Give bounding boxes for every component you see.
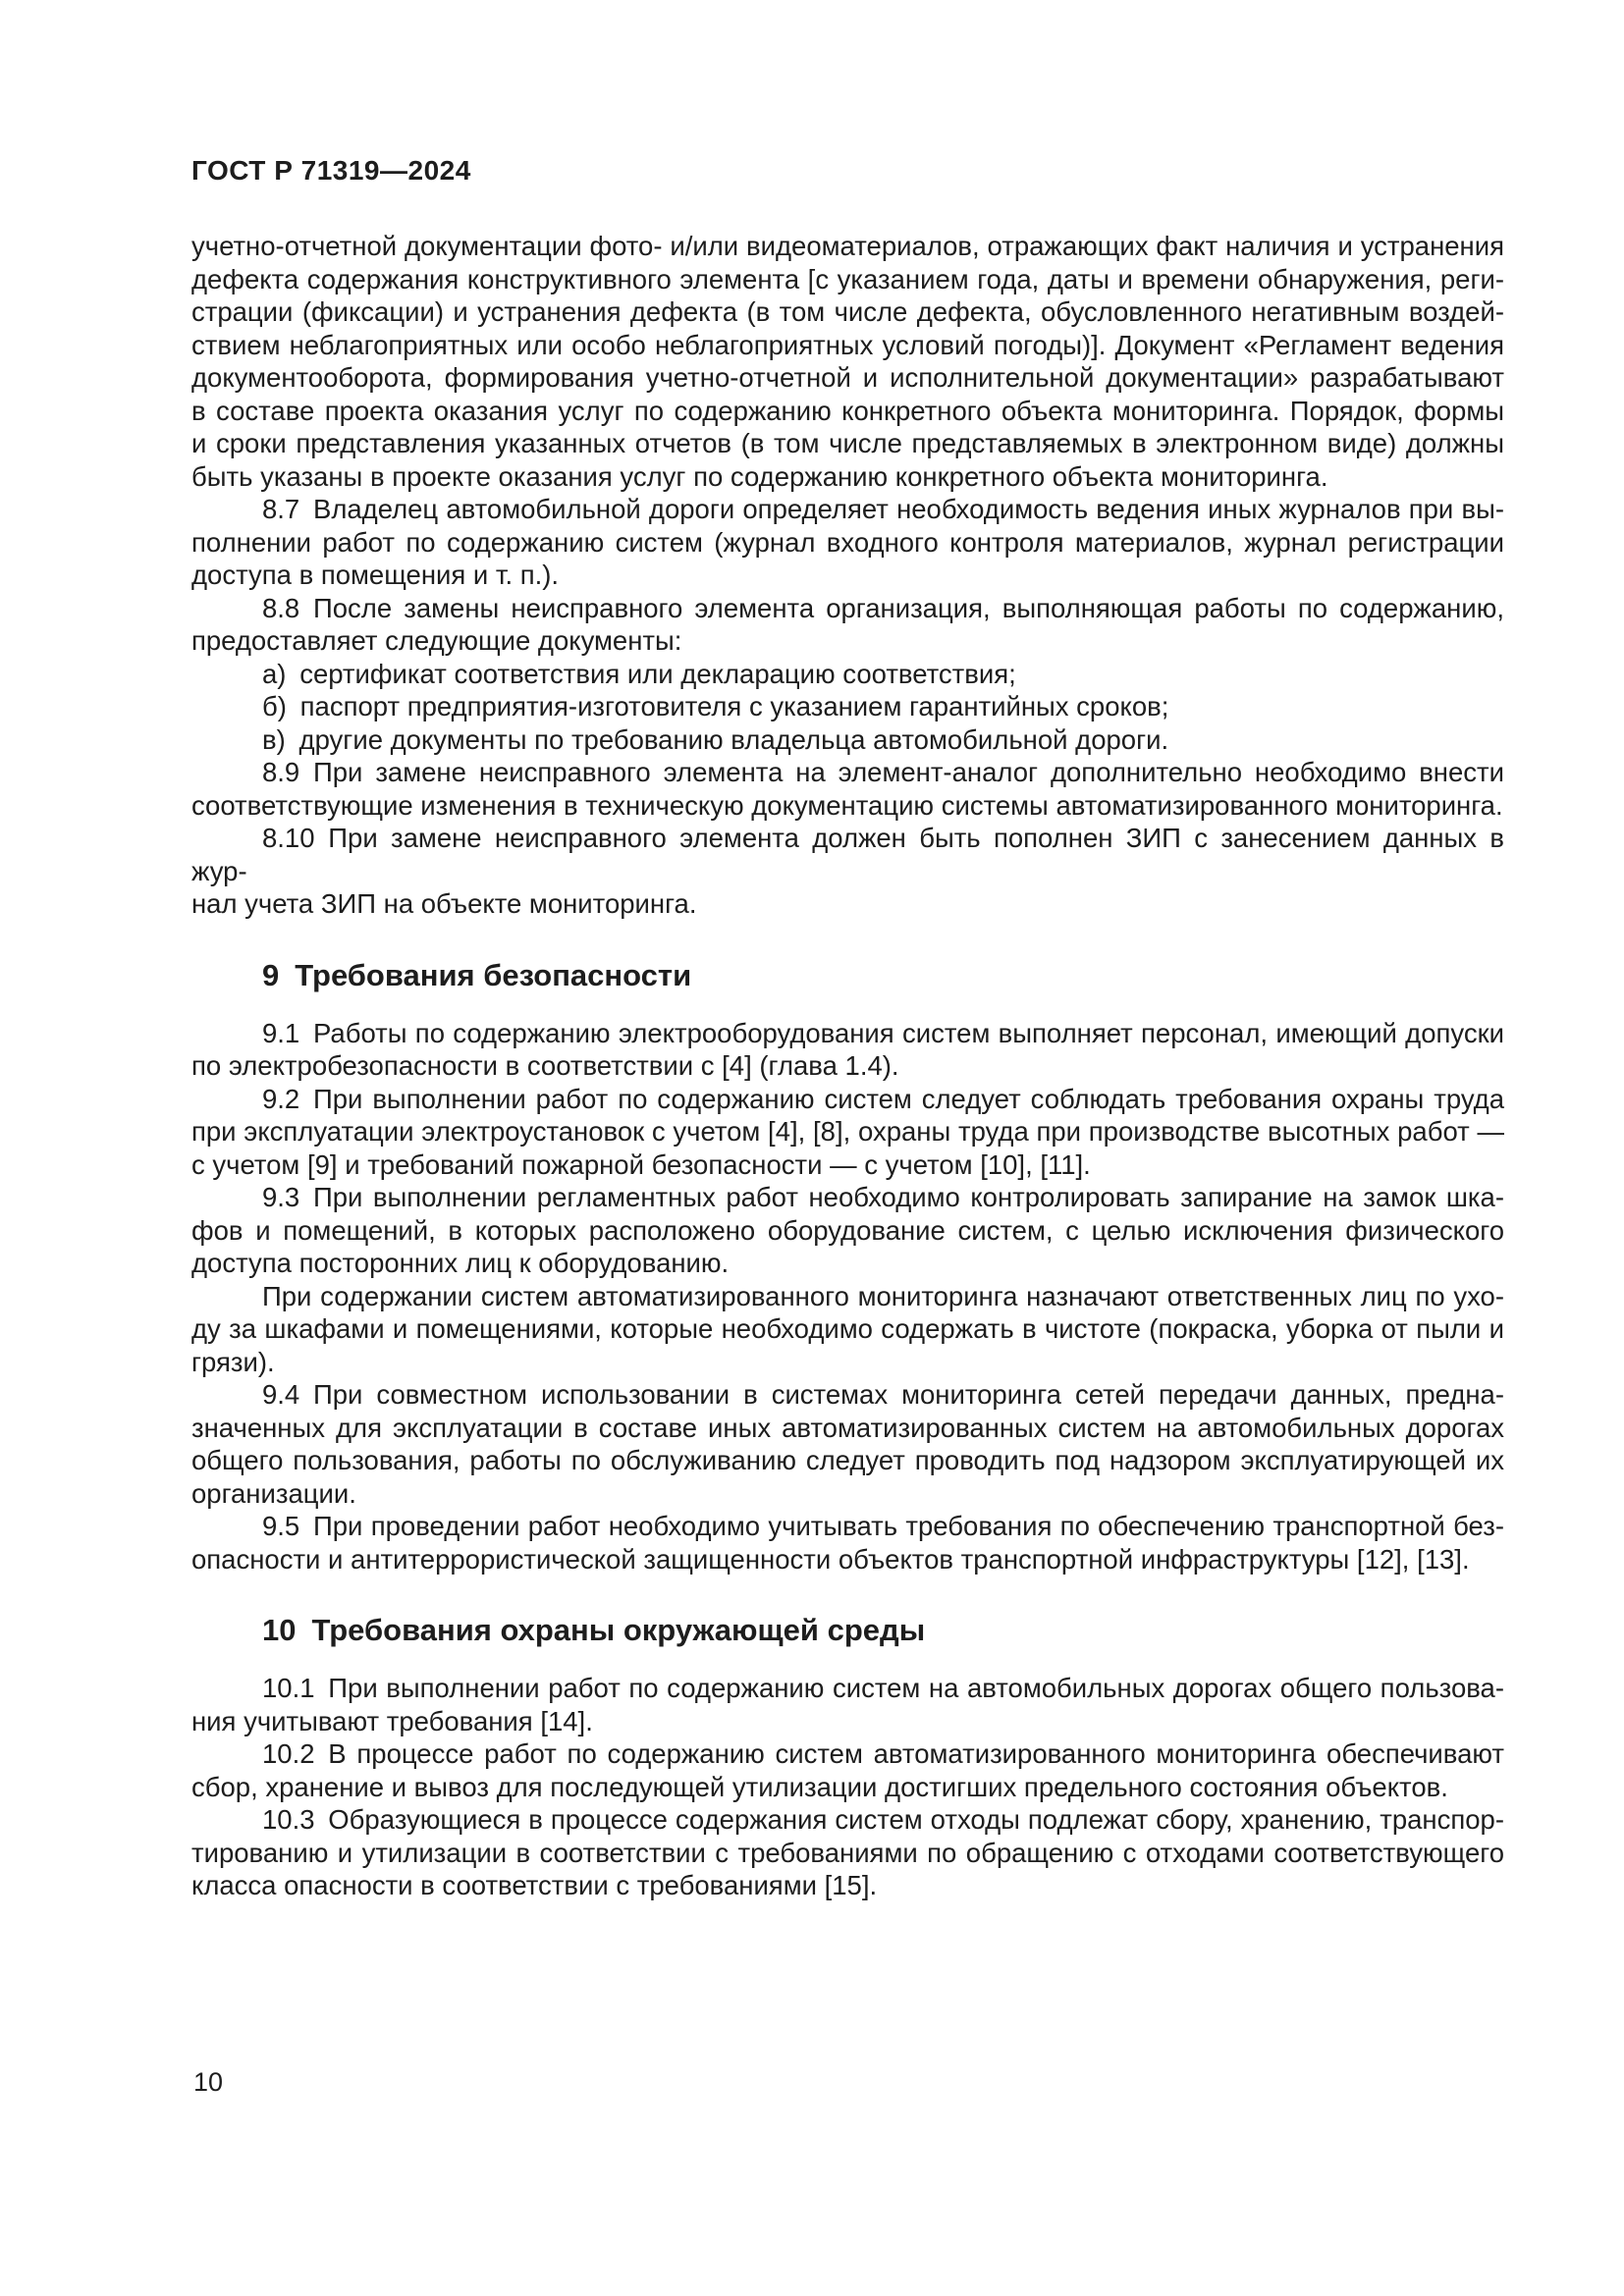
- text-line: ния учитывают требования [14].: [191, 1705, 593, 1736]
- paragraph: [191, 1803, 1504, 1902]
- text-line: класса опасности в соответствии с требованиями [15].: [191, 1870, 878, 1900]
- document-body: [191, 230, 1504, 1902]
- paragraph: [191, 756, 1504, 822]
- text-line: нал учета ЗИП на объекте мониторинга.: [191, 888, 697, 919]
- text-line: 10.2 В процессе работ по содержанию систем автоматизированного мониторинга обеспечивают: [262, 1738, 1504, 1769]
- text-line: 9.5 При проведении работ необходимо учитывать требования по обеспечению транспортной без-: [262, 1511, 1504, 1541]
- text-line: и сроки представления указанных отчетов (в том числе представляемых в электронном виде) должны: [191, 428, 1504, 458]
- text-line: быть указаны в проекте оказания услуг по содержанию конкретного объекта мониторинга.: [191, 460, 1328, 492]
- text-line: по электробезопасности в соответствии с [4] (глава 1.4).: [191, 1050, 899, 1081]
- text-line: ствием неблагоприятных или особо неблагоприятных условий погоды)]. Документ «Регламент ведения: [191, 329, 1504, 360]
- text-line: 8.10 При замене неисправного элемента должен быть пополнен ЗИП с занесением данных в жур-: [191, 823, 1504, 886]
- text-line: грязи).: [191, 1346, 275, 1377]
- paragraph: [191, 1181, 1504, 1280]
- text-line: при эксплуатации электроустановок с учетом [4], [8], охраны труда при производстве высотных работ —: [191, 1116, 1504, 1147]
- text-line: При содержании систем автоматизированного мониторинга назначают ответственных лиц по ухо-: [262, 1280, 1504, 1311]
- text-line: полнении работ по содержанию систем (журнал входного контроля материалов, журнал регистрации: [191, 526, 1504, 558]
- text-line: тированию и утилизации в соответствии с требованиями по обращению с отходами соответствующего: [191, 1837, 1504, 1868]
- text-line: с учетом [9] и требований пожарной безопасности — с учетом [10], [11].: [191, 1148, 1091, 1180]
- paragraph: [191, 1017, 1504, 1083]
- paragraph: [191, 822, 1504, 921]
- section-heading: [191, 956, 1504, 995]
- text-line: доступа в помещения и т. п.).: [191, 560, 560, 590]
- text-line: страции (фиксации) и устранения дефекта (в том числе дефекта, обусловленного негативным воздей-: [191, 296, 1504, 327]
- text-line: 8.9 При замене неисправного элемента на элемент-аналог дополнительно необходимо внести: [262, 757, 1504, 787]
- list-item: в) другие документы по требованию владельца автомобильной дороги.: [262, 723, 1169, 755]
- text-line: учетно-отчетной документации фото- и/или видеоматериалов, отражающих факт наличия и устранения: [191, 231, 1504, 261]
- text-line: значенных для эксплуатации в составе иных автоматизированных систем на автомобильных дорогах: [191, 1412, 1504, 1443]
- section-number: 10: [262, 1613, 297, 1647]
- section-title: Требования охраны окружающей среды: [311, 1613, 926, 1647]
- text-line: ду за шкафами и помещениями, которые необходимо содержать в чистоте (покраска, уборка от пыли и: [191, 1313, 1504, 1344]
- paragraph: [191, 1280, 1504, 1379]
- text-line: 8.7 Владелец автомобильной дороги определяет необходимость ведения иных журналов при вы-: [262, 494, 1504, 524]
- section-title: Требования безопасности: [295, 957, 692, 992]
- text-line: 9.4 При совместном использовании в системах мониторинга сетей передачи данных, предна-: [262, 1379, 1504, 1410]
- text-line: организации.: [191, 1477, 356, 1509]
- text-line: 10.1 При выполнении работ по содержанию систем на автомобильных дорогах общего пользова-: [262, 1673, 1504, 1703]
- paragraph: [191, 493, 1504, 592]
- section-heading: [191, 1611, 1504, 1650]
- paragraph: [191, 592, 1504, 658]
- text-line: предоставляет следующие документы:: [191, 625, 682, 656]
- standard-designation: ГОСТ Р 71319—2024: [191, 155, 471, 186]
- list-item: б) паспорт предприятия-изготовителя с указанием гарантийных сроков;: [262, 691, 1169, 721]
- text-line: 8.8 После замены неисправного элемента организация, выполняющая работы по содержанию,: [262, 592, 1504, 623]
- text-line: документооборота, формирования учетно-отчетной и исполнительной документации» разрабатывают: [191, 362, 1504, 393]
- text-line: фов и помещений, в которых расположено оборудование систем, с целью исключения физического: [191, 1214, 1504, 1246]
- paragraph: [191, 1672, 1504, 1737]
- text-line: доступа посторонних лиц к оборудованию.: [191, 1248, 730, 1278]
- paragraph: [191, 230, 1504, 493]
- page-number: 10: [193, 2067, 224, 2097]
- text-line: 10.3 Образующиеся в процессе содержания систем отходы подлежат сбору, хранению, транспор-: [262, 1804, 1504, 1835]
- text-line: общего пользования, работы по обслуживанию следует проводить под надзором эксплуатирующей их: [191, 1445, 1504, 1475]
- text-line: опасности и антитеррористической защищенности объектов транспортной инфраструктуры [12], [13].: [191, 1543, 1470, 1575]
- text-line: в составе проекта оказания услуг по содержанию конкретного объекта мониторинга. Порядок, формы: [191, 395, 1504, 426]
- text-line: 9.3 При выполнении регламентных работ необходимо контролировать запирание на замок шка-: [262, 1182, 1504, 1212]
- paragraph: [191, 1737, 1504, 1803]
- section-number: 9: [262, 957, 280, 992]
- paragraph: [191, 1510, 1504, 1575]
- text-line: 9.1 Работы по содержанию электрооборудования систем выполняет персонал, имеющий допуски: [262, 1017, 1504, 1048]
- list-item: а) сертификат соответствия или декларацию соответствия;: [262, 658, 1016, 689]
- text-line: соответствующие изменения в техническую документацию системы автоматизированного мониторинга.: [191, 789, 1503, 821]
- text-line: дефекта содержания конструктивного элемента [с указанием года, даты и времени обнаружения, реги-: [191, 263, 1504, 294]
- text-line: сбор, хранение и вывоз для последующей утилизации достигших предельного состояния объектов.: [191, 1771, 1448, 1802]
- paragraph: [191, 1378, 1504, 1510]
- text-line: 9.2 При выполнении работ по содержанию систем следует соблюдать требования охраны труда: [262, 1083, 1504, 1114]
- paragraph: [191, 1083, 1504, 1182]
